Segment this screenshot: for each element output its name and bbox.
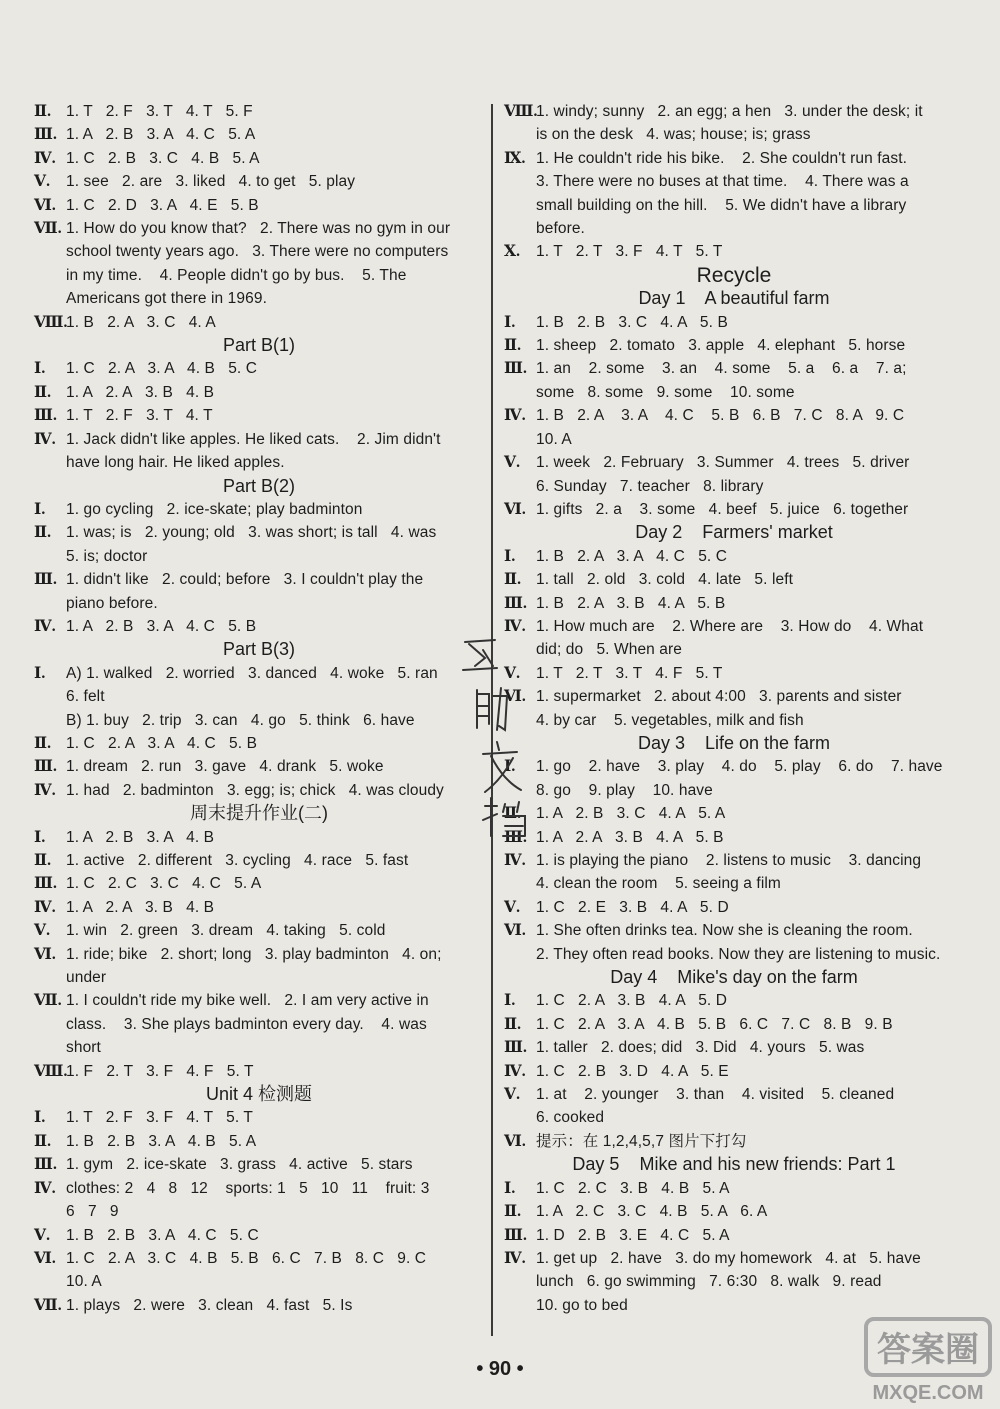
answer-text: 1. C 2. E 3. B 4. A 5. D <box>536 898 729 916</box>
answer-text: 1. plays 2. were 3. clean 4. fast 5. Is <box>66 1296 353 1314</box>
question-number: Ⅴ. <box>504 1086 521 1104</box>
question-number: Ⅷ. <box>34 313 68 331</box>
question-number: Ⅳ. <box>504 407 526 425</box>
answer-line <box>504 1130 964 1153</box>
answer-line-continued: school twenty years ago. 3. There were no computers <box>66 243 449 261</box>
question-number: Ⅱ. <box>34 852 52 869</box>
answer-line <box>34 1153 484 1176</box>
answer-line <box>34 404 484 427</box>
question-number: Ⅳ. <box>34 430 56 448</box>
answer-line-continued: 10. A <box>536 430 572 448</box>
question-number: Ⅷ. <box>34 1062 68 1080</box>
answer-line-continued: small building on the hill. 5. We didn't have a library <box>536 196 907 214</box>
answer-text: 1. an 2. some 3. an 4. some 5. a 6. a 7. a; <box>536 360 907 378</box>
answer-text: 1. gifts 2. a 3. some 4. beef 5. juice 6. together <box>536 500 909 518</box>
section-heading: Part B(1) <box>222 335 296 356</box>
question-number: Ⅱ. <box>34 103 52 120</box>
answer-line-continued: 6 7 9 <box>66 1203 119 1221</box>
answer-text: 1. windy; sunny 2. an egg; a hen 3. under the desk; it <box>536 103 923 120</box>
answer-line <box>34 357 484 380</box>
question-number: Ⅴ. <box>34 922 51 940</box>
answer-line <box>504 100 964 123</box>
answer-line <box>504 989 964 1012</box>
answer-line <box>34 1224 484 1247</box>
answer-text: 1. C 2. B 3. D 4. A 5. E <box>536 1062 729 1080</box>
section-heading: Day 5 Mike and his new friends: Part 1 <box>572 1154 896 1175</box>
answer-text: 1. T 2. F 3. F 4. T 5. T <box>66 1109 253 1127</box>
answer-text: 1. get up 2. have 3. do my homework 4. at 5. have <box>536 1249 921 1267</box>
answer-text: 1. C 2. A 3. A 4. C 5. B <box>66 734 258 752</box>
answer-text: 1. He couldn't ride his bike. 2. She couldn't run fast. <box>536 149 908 167</box>
answer-line <box>34 943 484 966</box>
answer-line <box>504 1083 964 1106</box>
question-number: Ⅲ. <box>34 1156 57 1174</box>
answer-line <box>504 919 964 942</box>
answer-text: 1. sheep 2. tomato 3. apple 4. elephant 5. horse <box>536 337 906 355</box>
answer-line <box>504 592 964 615</box>
answer-line <box>34 217 484 240</box>
answer-line <box>504 1247 964 1270</box>
question-number: Ⅵ. <box>504 500 526 518</box>
question-number: Ⅲ. <box>34 407 57 425</box>
answer-text: 1. active 2. different 3. cycling 4. race 5. fast <box>66 852 409 869</box>
question-number: Ⅳ. <box>504 1062 526 1080</box>
answer-text: 1. A 2. A 3. B 4. B <box>66 383 215 401</box>
question-number: Ⅱ. <box>34 734 52 752</box>
question-number: Ⅱ. <box>504 1203 522 1221</box>
answer-text: 1. had 2. badminton 3. egg; is; chick 4. was cloudy <box>66 781 444 799</box>
question-number: Ⅱ. <box>504 805 522 823</box>
answer-text: 1. go 2. have 3. play 4. do 5. play 6. do 7. have <box>536 758 943 776</box>
question-number: Ⅰ. <box>504 547 516 565</box>
answer-text: 1. C 2. A 3. A 4. B 5. B 6. C 7. C 8. B 9. B <box>536 1015 893 1033</box>
answer-line <box>34 381 484 404</box>
answer-line <box>504 802 964 825</box>
question-number: Ⅱ. <box>504 571 522 589</box>
answer-text: 1. C 2. B 3. C 4. B 5. A <box>66 149 260 167</box>
answer-line <box>34 989 484 1012</box>
question-number: Ⅱ. <box>34 524 52 542</box>
answer-line <box>504 545 964 568</box>
answer-text: 1. I couldn't ride my bike well. 2. I am very active in <box>66 992 429 1010</box>
question-number: Ⅳ. <box>34 898 56 916</box>
answer-line <box>504 896 964 919</box>
answer-text: 1. C 2. A 3. B 4. A 5. D <box>536 992 728 1010</box>
question-number: Ⅴ. <box>504 454 521 472</box>
answer-line <box>504 1013 964 1036</box>
answer-text: A) 1. walked 2. worried 3. danced 4. woke 5. ran <box>66 664 438 682</box>
question-number: Ⅳ. <box>34 617 56 635</box>
question-number: Ⅵ. <box>504 922 526 940</box>
answer-text: 1. dream 2. run 3. gave 4. drank 5. woke <box>66 758 384 776</box>
answer-text: 1. B 2. A 3. B 4. A 5. B <box>536 594 726 612</box>
answer-line-continued: class. 3. She plays badminton every day. 4. was <box>66 1015 427 1033</box>
question-number: Ⅷ. <box>504 103 538 120</box>
answer-line <box>34 521 484 544</box>
question-number: Ⅳ. <box>504 1249 526 1267</box>
question-number: Ⅵ. <box>504 1132 526 1150</box>
question-number: Ⅰ. <box>34 360 46 378</box>
answer-text: 1. A 2. B 3. A 4. C 5. B <box>66 617 257 635</box>
answer-text: 1. ride; bike 2. short; long 3. play badminton 4. on; <box>66 945 442 963</box>
answer-line <box>504 662 964 685</box>
answer-line <box>34 826 484 849</box>
answer-text: 1. How do you know that? 2. There was no gym in our <box>66 220 451 238</box>
question-number: Ⅲ. <box>34 571 57 589</box>
answer-line <box>34 100 484 123</box>
answer-line <box>34 170 484 193</box>
answer-line <box>34 1106 484 1129</box>
answer-line <box>34 123 484 146</box>
question-number: Ⅰ. <box>504 758 516 776</box>
question-number: Ⅲ. <box>504 828 527 846</box>
answer-line-continued: lunch 6. go swimming 7. 6:30 8. walk 9. read <box>536 1273 882 1291</box>
section-heading: Day 1 A beautiful farm <box>638 288 830 309</box>
question-number: Ⅱ. <box>34 383 52 401</box>
answer-line <box>34 428 484 451</box>
answer-text: 1. B 2. A 3. A 4. C 5. C <box>536 547 728 565</box>
answer-line-continued: 2. They often read books. Now they are listening to music. <box>536 945 941 963</box>
answer-line <box>34 147 484 170</box>
answer-text: 1. C 2. C 3. B 4. B 5. A <box>536 1179 730 1197</box>
question-number: Ⅵ. <box>34 1249 56 1267</box>
answer-line-continued: short <box>66 1039 101 1057</box>
answer-text: 1. didn't like 2. could; before 3. I couldn't play the <box>66 571 424 589</box>
answer-line <box>34 872 484 895</box>
question-number: Ⅲ. <box>504 360 527 378</box>
answer-text: 1. Jack didn't like apples. He liked cats. 2. Jim didn't <box>66 430 441 448</box>
answer-line <box>34 779 484 802</box>
question-number: Ⅵ. <box>34 945 56 963</box>
question-number: Ⅴ. <box>34 173 51 191</box>
question-number: Ⅶ. <box>34 220 62 238</box>
question-number: Ⅹ. <box>504 243 521 261</box>
answer-text: 1. T 2. T 3. T 4. F 5. T <box>536 664 723 682</box>
answer-text: 1. C 2. C 3. C 4. C 5. A <box>66 875 262 893</box>
answer-text: 1. A 2. A 3. B 4. B <box>66 898 215 916</box>
question-number: Ⅱ. <box>34 1132 52 1150</box>
answer-text: 1. week 2. February 3. Summer 4. trees 5. driver <box>536 454 910 472</box>
answer-text: 1. C 2. A 3. A 4. B 5. C <box>66 360 258 378</box>
answer-line <box>34 498 484 521</box>
answer-text: 1. see 2. are 3. liked 4. to get 5. play <box>66 173 356 191</box>
answer-line <box>504 334 964 357</box>
question-number: Ⅲ. <box>34 758 57 776</box>
answer-text: 1. C 2. A 3. C 4. B 5. B 6. C 7. B 8. C 9. C <box>66 1249 427 1267</box>
answer-line <box>504 1200 964 1223</box>
answer-line-continued: is on the desk 4. was; house; is; grass <box>536 126 811 144</box>
answer-line <box>34 919 484 942</box>
answer-line-continued: piano before. <box>66 594 158 612</box>
answer-text: 1. D 2. B 3. E 4. C 5. A <box>536 1226 730 1244</box>
answer-line <box>504 685 964 708</box>
question-number: Ⅶ. <box>34 992 62 1010</box>
answer-line <box>34 194 484 217</box>
answer-line-continued: 4. clean the room 5. seeing a film <box>536 875 781 893</box>
section-heading: Recycle <box>696 263 772 287</box>
answer-line-continued: 3. There were no buses at that time. 4. There was a <box>536 173 909 191</box>
question-number: Ⅰ. <box>34 664 46 682</box>
question-number: Ⅲ. <box>34 875 57 893</box>
answer-line <box>504 1060 964 1083</box>
answer-line <box>34 311 484 334</box>
answer-line <box>34 662 484 685</box>
question-number: Ⅰ. <box>504 1179 516 1197</box>
left-column <box>34 100 484 1317</box>
answer-line <box>504 404 964 427</box>
answer-text: 1. T 2. F 3. T 4. T 5. F <box>66 103 253 120</box>
answer-line-continued: 10. A <box>66 1273 102 1291</box>
answer-text: 1. A 2. B 3. A 4. B <box>66 828 215 846</box>
answer-line-continued: before. <box>536 220 585 238</box>
answer-line <box>504 240 964 263</box>
answer-line <box>504 147 964 170</box>
section-heading: Day 3 Life on the farm <box>637 732 831 753</box>
answer-text: 1. T 2. F 3. T 4. T <box>66 407 213 425</box>
question-number: Ⅰ. <box>504 313 516 331</box>
answer-line <box>34 1247 484 1270</box>
answer-text: 1. F 2. T 3. F 4. F 5. T <box>66 1062 254 1080</box>
answer-line <box>504 311 964 334</box>
answer-text: 1. A 2. C 3. C 4. B 5. A 6. A <box>536 1203 768 1221</box>
answer-line-continued: under <box>66 969 107 987</box>
answer-text: 1. T 2. T 3. F 4. T 5. T <box>536 243 723 261</box>
answer-text: 1. A 2. B 3. C 4. A 5. A <box>536 805 726 823</box>
question-number: Ⅴ. <box>504 664 521 682</box>
watermark-logo <box>864 1315 994 1405</box>
answer-line-continued: 8. go 9. play 10. have <box>536 781 713 799</box>
question-number: Ⅶ. <box>34 1296 62 1314</box>
question-number: Ⅲ. <box>504 594 527 612</box>
answer-line-continued: 6. cooked <box>536 1109 605 1127</box>
question-number: Ⅸ. <box>504 149 526 167</box>
answer-line <box>504 826 964 849</box>
section-heading: 周末提升作业(二) <box>190 803 328 824</box>
answer-line <box>504 849 964 872</box>
section-heading: Day 4 Mike's day on the farm <box>610 967 858 988</box>
question-number: Ⅱ. <box>504 337 522 355</box>
question-number: Ⅳ. <box>34 1179 56 1197</box>
answer-line-continued: 4. by car 5. vegetables, milk and fish <box>536 711 804 729</box>
answer-text: 1. B 2. B 3. A 4. C 5. C <box>66 1226 259 1244</box>
question-number: Ⅲ. <box>504 1039 527 1057</box>
answer-line-continued: did; do 5. When are <box>536 641 682 659</box>
question-number: Ⅳ. <box>34 149 56 167</box>
answer-line <box>34 1177 484 1200</box>
answer-line <box>34 1294 484 1317</box>
answer-text: 1. tall 2. old 3. cold 4. late 5. left <box>536 571 794 589</box>
question-number: Ⅳ. <box>504 852 526 869</box>
question-number: Ⅰ. <box>504 992 516 1010</box>
answer-text: 1. B 2. A 3. C 4. A <box>66 313 216 331</box>
answer-line <box>34 849 484 872</box>
answer-text: 1. go cycling 2. ice-skate; play badminton <box>66 500 363 518</box>
answer-line <box>34 732 484 755</box>
answer-line <box>34 568 484 591</box>
answer-text: 1. C 2. D 3. A 4. E 5. B <box>66 196 259 214</box>
answer-line-continued: 6. felt <box>66 688 105 706</box>
answer-line-continued: 5. is; doctor <box>66 547 148 565</box>
question-number: Ⅰ. <box>34 828 46 846</box>
answer-text: 1. was; is 2. young; old 3. was short; is tall 4. was <box>66 524 437 542</box>
answer-text: 1. B 2. B 3. C 4. A 5. B <box>536 313 728 331</box>
answer-line-continued: in my time. 4. People didn't go by bus. 5. The <box>66 266 407 284</box>
answer-text: 1. win 2. green 3. dream 4. taking 5. cold <box>66 922 386 940</box>
answer-text: 1. B 2. A 3. A 4. C 5. B 6. B 7. C 8. A 9. C <box>536 407 905 425</box>
answer-text: 1. is playing the piano 2. listens to music 3. dancing <box>536 852 922 869</box>
answer-line <box>504 1036 964 1059</box>
answer-line-continued: 10. go to bed <box>536 1296 628 1314</box>
answer-line <box>504 357 964 380</box>
answer-text: 1. A 2. B 3. A 4. C 5. A <box>66 126 256 144</box>
answer-line-continued: have long hair. He liked apples. <box>66 454 285 472</box>
answer-text: 1. She often drinks tea. Now she is cleaning the room. <box>536 922 913 940</box>
handwritten-stamp <box>455 630 535 840</box>
answer-line <box>504 568 964 591</box>
answer-line-continued: 6. Sunday 7. teacher 8. library <box>536 477 764 495</box>
page-number: • 90 • <box>476 1358 524 1380</box>
answer-line <box>504 498 964 521</box>
answer-line-continued: Americans got there in 1969. <box>66 290 267 308</box>
answer-line-continued: B) 1. buy 2. trip 3. can 4. go 5. think 6. have <box>66 711 415 729</box>
answer-line <box>504 451 964 474</box>
answer-line <box>34 755 484 778</box>
answer-text: 提示：在 1,2,4,5,7 图片下打勾 <box>536 1132 747 1150</box>
svg-text:答案圈: 答案圈 <box>877 1330 979 1370</box>
answer-line <box>34 1060 484 1083</box>
question-number: Ⅰ. <box>34 1109 46 1127</box>
question-number: Ⅱ. <box>504 1015 522 1033</box>
answer-text: 1. supermarket 2. about 4:00 3. parents and sister <box>536 688 902 706</box>
question-number: Ⅰ. <box>34 500 46 518</box>
question-number: Ⅲ. <box>504 1226 527 1244</box>
section-heading: Part B(3) <box>222 639 296 660</box>
section-heading: Unit 4 检测题 <box>205 1084 313 1105</box>
answer-text: 1. How much are 2. Where are 3. How do 4. What <box>536 617 924 635</box>
question-number: Ⅵ. <box>34 196 56 214</box>
question-number: Ⅴ. <box>34 1226 51 1244</box>
section-heading: Part B(2) <box>222 475 296 496</box>
answer-line <box>504 755 964 778</box>
answer-text: 1. B 2. B 3. A 4. B 5. A <box>66 1132 257 1150</box>
question-number: Ⅳ. <box>504 617 526 635</box>
question-number: Ⅲ. <box>34 126 57 144</box>
answer-text: 1. at 2. younger 3. than 4. visited 5. cleaned <box>536 1086 895 1104</box>
answer-line <box>504 1177 964 1200</box>
answer-text: 1. A 2. A 3. B 4. A 5. B <box>536 828 724 846</box>
answer-line <box>34 896 484 919</box>
question-number: Ⅳ. <box>34 781 56 799</box>
answer-line <box>504 615 964 638</box>
answer-line <box>34 1130 484 1153</box>
question-number: Ⅴ. <box>504 898 521 916</box>
question-number: Ⅵ. <box>504 688 526 706</box>
answer-text: clothes: 2 4 8 12 sports: 1 5 10 11 fruit: 3 <box>66 1179 430 1197</box>
svg-text:MXQE.COM: MXQE.COM <box>872 1382 984 1404</box>
answer-line <box>34 615 484 638</box>
answer-text: 1. gym 2. ice-skate 3. grass 4. active 5. stars <box>66 1156 413 1174</box>
answer-line <box>504 1224 964 1247</box>
section-heading: Day 2 Farmers' market <box>635 522 833 543</box>
right-column <box>504 100 964 1317</box>
answer-text: 1. taller 2. does; did 3. Did 4. yours 5. was <box>536 1039 865 1057</box>
answer-line-continued: some 8. some 9. some 10. some <box>536 383 795 401</box>
